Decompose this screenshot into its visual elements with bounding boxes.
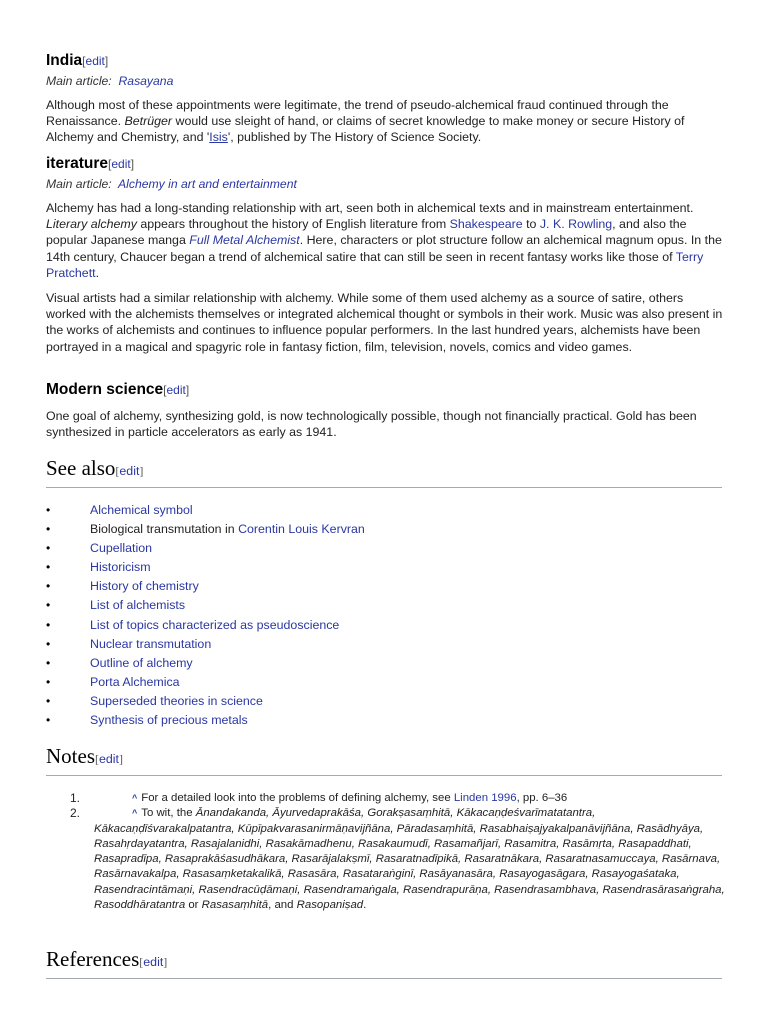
bullet-icon: •	[46, 674, 51, 689]
see-also-item	[46, 616, 706, 635]
paragraph-modern-science: One goal of alchemy, synthesizing gold, is now technologically possible, though not financially practical. Gold has been synthesized in particle accelerators as early as 1941.	[46, 409, 697, 440]
note-number: 1.	[70, 791, 81, 805]
note-item-2: 2. ^ To wit, the Ānandakanda, Āyurvedaprakāśa, Gorakṣasaṃhitā, Kākacaṇḍeśvarīmatatantra, Kākacaṇḍīśvarakalpatantra, Kūpīpakvarasanirmāṇavijñāna, Pāradasaṃhitā, Rasabhaiṣajyakalpanāvijñāna, Rasādhyāya, Rasahṛdayatantra, Rasajalanidhi, Rasakāmadhenu, Rasakaumudī, Rasamañjarī, Rasamitra, Rasāmṛta, Rasapaddhati, Rasapradīpa, Rasaprakāśasudhākara, Rasarājalakṣmī, Rasaratnadīpikā, Rasaratnākara, Rasaratnasamuccaya, Rasārnava, Rasārnavakalpa, Rasasaṃketakalikā, Rasasāra, Rasataraṅginī, Rasāyanasāra, Rasayogasāgara, Rasayogaśataka, Rasendracintāmaṇi, Rasendracūḍāmaṇi, Rasendramaṅgala, Rasendrapurāṇa, Rasendrasambhava, Rasendrasārasaṅgraha, Rasoddhāratantra or Rasasaṃhitā, and Rasopaniṣad.	[70, 806, 725, 912]
see-also-link[interactable]: Alchemical symbol	[90, 503, 193, 517]
see-also-item	[46, 673, 706, 692]
bullet-icon: •	[46, 693, 51, 708]
see-also-item	[46, 539, 706, 558]
see-also-item	[46, 558, 706, 577]
bullet-icon: •	[46, 636, 51, 651]
see-also-list	[46, 501, 706, 730]
edit-link-see-also[interactable]: edit	[119, 464, 140, 478]
link-jk-rowling[interactable]: J. K. Rowling	[539, 217, 613, 232]
see-also-link[interactable]: List of alchemists	[90, 598, 186, 613]
edit-link-india[interactable]: edit	[85, 54, 105, 68]
link-linden-1996[interactable]: Linden 1996	[453, 792, 517, 804]
see-also-item	[46, 654, 706, 673]
edit-link-references[interactable]: edit	[143, 955, 164, 969]
note-backlink-caret[interactable]: ^	[132, 808, 138, 819]
see-also-item	[46, 596, 706, 615]
edit-link-literature[interactable]: edit	[111, 157, 131, 171]
main-article-link-alchemy-in-art[interactable]: Alchemy in art and entertainment	[118, 177, 297, 191]
bullet-icon: •	[46, 522, 51, 537]
see-also-prefix: Biological transmutation in	[90, 522, 239, 537]
main-article-note-literature: Main article: Alchemy in art and entertainment	[46, 177, 297, 191]
see-also-link[interactable]: Porta Alchemica	[90, 674, 180, 689]
see-also-link[interactable]: History of chemistry	[90, 579, 199, 594]
paragraph-literature-2: Visual artists had a similar relationship with alchemy. While some of them used alchemy as a source of satire, others worked with the alchemists themselves or integrated alchemical thought or symbols in their work. Music was also present in the works of alchemists and continues to influence popular performers. In the last hundred years, alchemists have been portrayed in a magical and spagyric role in fantasy fiction, film, television, novels, comics and video games.	[46, 291, 723, 354]
bullet-icon: •	[46, 560, 51, 575]
see-also-link[interactable]: Historicism	[90, 560, 151, 575]
section-heading-literature: iterature[edit]	[46, 155, 135, 172]
note-number: 2.	[70, 806, 81, 821]
see-also-link[interactable]: Superseded theories in science	[90, 693, 263, 708]
bullet-icon: •	[46, 617, 51, 632]
bullet-icon: •	[46, 579, 51, 594]
notes-list	[46, 791, 726, 913]
see-also-item	[46, 711, 706, 730]
bullet-icon: •	[46, 655, 51, 670]
see-also-item	[46, 692, 706, 711]
main-article-link-rasayana[interactable]: Rasayana	[118, 74, 174, 88]
link-terry-pratchett[interactable]: Terry Pratchett	[46, 249, 704, 280]
see-also-item	[46, 520, 706, 539]
edit-link-notes[interactable]: edit	[99, 752, 119, 766]
see-also-link[interactable]: Corentin Louis Kervran	[238, 522, 365, 537]
bullet-icon: •	[46, 541, 51, 556]
section-heading-modern-science: Modern science[edit]	[46, 381, 190, 398]
section-heading-see-also: See also[edit]	[46, 455, 722, 488]
see-also-item	[46, 635, 706, 654]
link-isis[interactable]: Isis	[209, 130, 228, 145]
link-shakespeare[interactable]: Shakespeare	[449, 217, 523, 232]
see-also-link[interactable]: Nuclear transmutation	[90, 636, 212, 651]
note-item-1: 1. ^ For a detailed look into the problems of defining alchemy, see Linden 1996, pp. 6–36	[70, 791, 568, 805]
see-also-link[interactable]: Outline of alchemy	[90, 655, 193, 670]
section-heading-india: India[edit]	[46, 52, 109, 69]
paragraph-india: Although most of these appointments were legitimate, the trend of pseudo-alchemical fraud continued through the Renaissance. Betrüger would use sleight of hand, or claims of secret knowledge to make money or secure History of Alchemy and Chemistry, and 'Isis', published by The History of Science Society.	[46, 98, 685, 145]
section-heading-references: References[edit]	[46, 946, 722, 979]
main-article-note-india: Main article: Rasayana	[46, 74, 174, 88]
see-also-item	[46, 501, 706, 520]
section-heading-notes: Notes[edit]	[46, 743, 722, 776]
edit-link-modern-science[interactable]: edit	[166, 383, 186, 397]
see-also-link[interactable]: Cupellation	[90, 541, 152, 556]
bullet-icon: •	[46, 713, 51, 728]
bullet-icon: •	[46, 598, 51, 613]
note-backlink-caret[interactable]: ^	[132, 793, 138, 803]
see-also-item	[46, 577, 706, 596]
see-also-link[interactable]: Synthesis of precious metals	[90, 713, 248, 728]
link-full-metal-alchemist[interactable]: Full Metal Alchemist	[189, 233, 300, 248]
see-also-link[interactable]: List of topics characterized as pseudoscience	[90, 617, 340, 632]
paragraph-literature-1: Alchemy has had a long-standing relationship with art, seen both in alchemical texts and in mainstream entertainment. Literary alchemy appears throughout the history of English literature from Shakespeare to J. K. Rowling, and also the popular Japanese manga Full Metal Alchemist. Here, characters or plot structure follow an alchemical magnum opus. In the 14th century, Chaucer began a trend of alchemical satire that can still be seen in recent fantasy works like those of Terry Pratchett.	[46, 201, 722, 280]
bullet-icon: •	[46, 503, 51, 517]
